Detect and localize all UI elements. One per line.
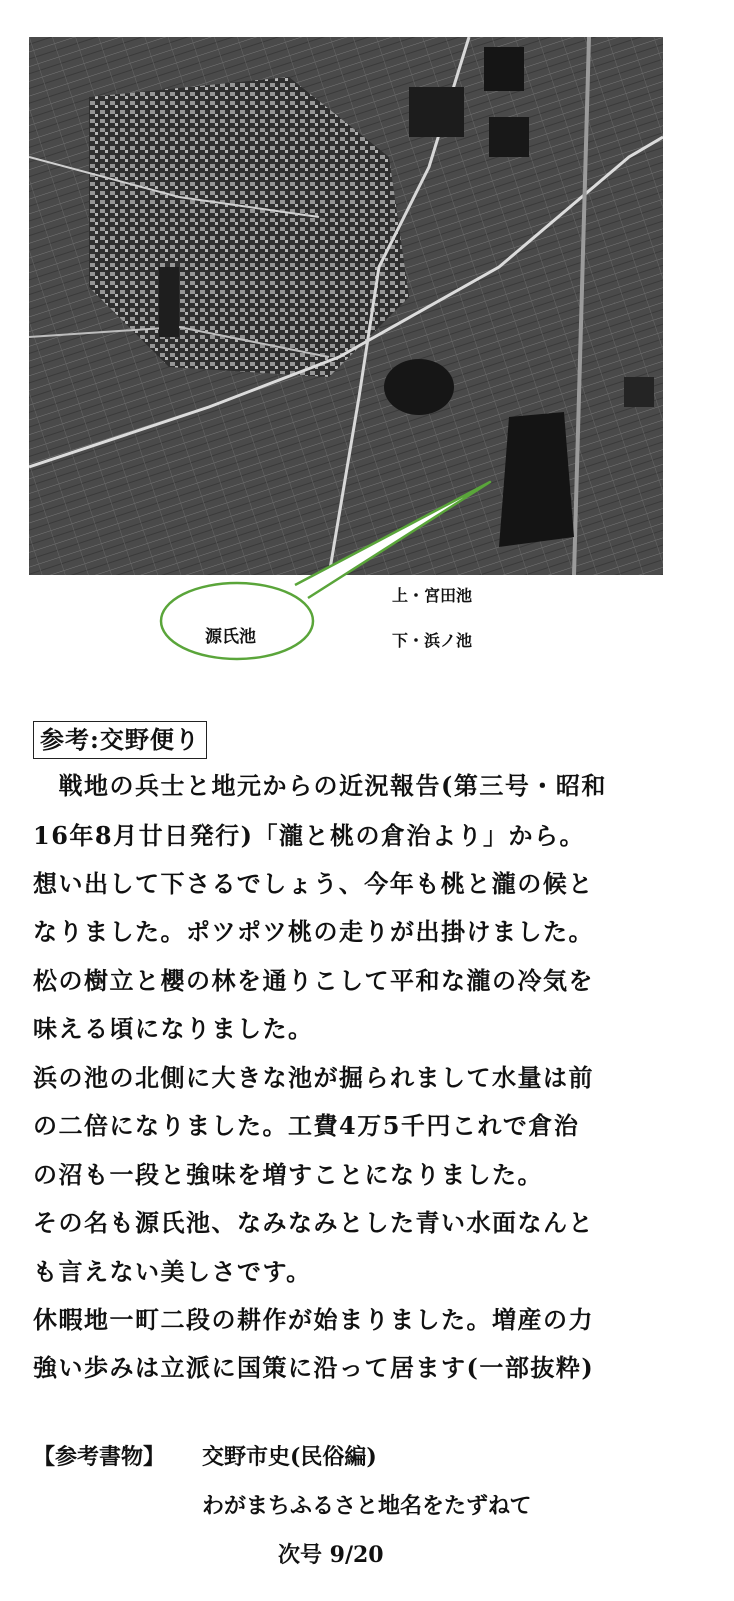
body-line: 想い出して下さるでしょう、今年も桃と瀧の候と <box>33 869 594 898</box>
body-line: の二倍になりました。工費4万5千円これで倉治 <box>33 1111 580 1140</box>
body-line: なりました。ポツポツ桃の走りが出掛けました。 <box>33 917 594 946</box>
callout-label: 源氏池 <box>205 627 256 647</box>
body-line: 16年8月廿日発行)「瀧と桃の倉治より」から。 <box>33 821 585 850</box>
body-line: その名も源氏池、なみなみとした青い水面なんと <box>33 1208 594 1237</box>
body-line: 松の樹立と櫻の林を通りこして平和な瀧の冷気を <box>33 966 594 995</box>
body-line: 戦地の兵士と地元からの近況報告(第三号・昭和 <box>33 771 607 800</box>
reference-book-2: わがまちふるさと地名をたずねて <box>202 1493 532 1519</box>
body-line: 浜の池の北側に大きな池が掘られまして水量は前 <box>33 1063 594 1092</box>
next-issue: 次号 9/20 <box>278 1542 384 1568</box>
caption-bottom: 下・浜ノ池 <box>392 631 473 650</box>
body-line: も言えない美しさです。 <box>33 1257 312 1286</box>
section-heading: 参考:交野便り <box>33 721 207 759</box>
body-line: 強い歩みは立派に国策に沿って居ます(一部抜粋) <box>33 1353 595 1382</box>
body-line: の沼も一段と強味を増すことになりました。 <box>33 1160 543 1189</box>
reference-book-1: 交野市史(民俗編) <box>202 1444 377 1470</box>
body-line: 味える頃になりました。 <box>33 1014 314 1043</box>
caption-top: 上・宮田池 <box>392 586 473 605</box>
callout-bubble <box>0 480 734 680</box>
body-line: 休暇地一町二段の耕作が始まりました。増産の力 <box>33 1305 594 1334</box>
references-label: 【参考書物】 <box>33 1444 166 1470</box>
